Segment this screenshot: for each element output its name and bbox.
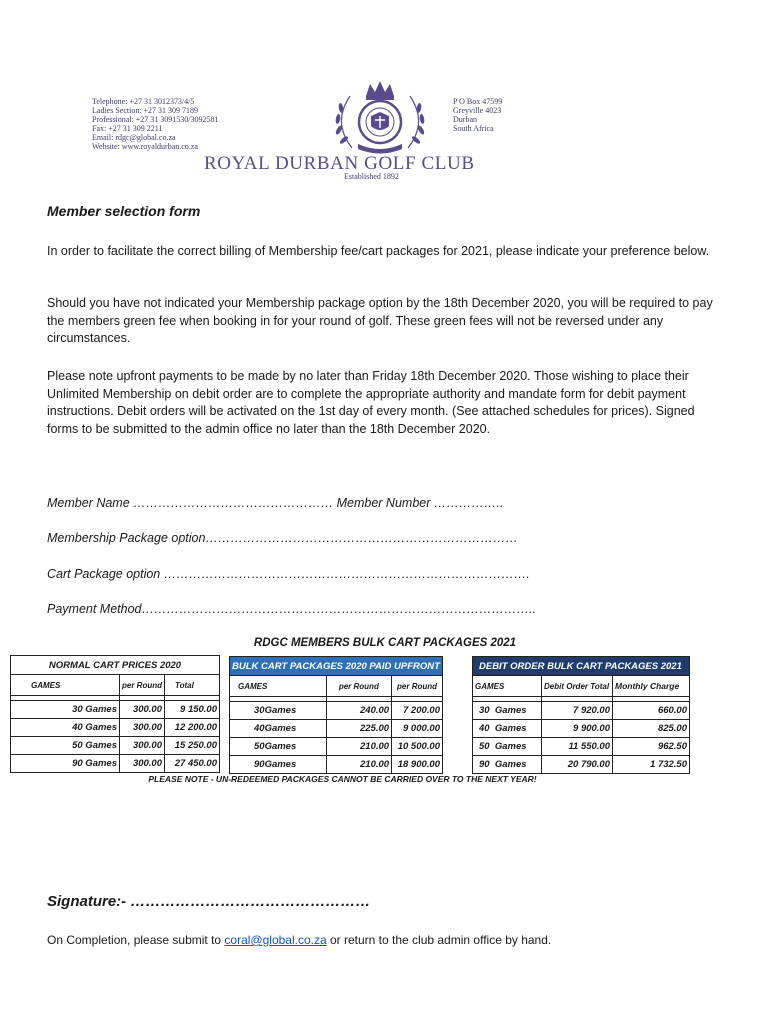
table-row: 30 Games 300.00 9 150.00 [11, 701, 220, 719]
cart-package-field[interactable]: Cart Package option ……………………………………………………………………………. [47, 567, 530, 581]
table-row: 90Games 210.00 18 900.00 [230, 756, 443, 774]
footer-text-after: or return to the club admin office by hand. [326, 933, 552, 947]
address-line: P O Box 47599 [453, 97, 503, 106]
column-header: per Round [326, 676, 391, 697]
intro-paragraph: In order to facilitate the correct billing of Membership fee/cart packages for 2021, please indicate your preference below. [47, 244, 710, 258]
payment-method-field[interactable]: Payment Method………………………………………………………………………………….. [47, 602, 536, 616]
membership-package-field[interactable]: Membership Package option………………………………………………………………… [47, 531, 518, 545]
table-row: 50 Games 300.00 15 250.00 [11, 737, 220, 755]
column-header: per Round [392, 676, 443, 697]
table-row: 30Games 240.00 7 200.00 [230, 702, 443, 720]
packages-title: RDGC MEMBERS BULK CART PACKAGES 2021 [253, 637, 517, 649]
deadline-paragraph: Should you have not indicated your Membership package option by the 18th December 2020, you will be required to pay the members green fee when booking in for your round of golf. These green fees will not be reversed under any circumstances. [47, 296, 713, 345]
debit-order-packages-table [472, 656, 690, 774]
table-row: 30 Games 7 920.00 660.00 [473, 702, 690, 720]
table-row: 40 Games 300.00 12 200.00 [11, 719, 220, 737]
table-row: 50 Games 11 550.00 962.50 [473, 738, 690, 756]
table-heading: BULK CART PACKAGES 2020 PAID UPFRONT [230, 657, 443, 676]
contact-line: Website: www.royaldurban.co.za [92, 142, 198, 151]
signature-line[interactable]: Signature:- ………………………………………… [47, 893, 371, 910]
payment-paragraph: Please note upfront payments to be made by no later than Friday 18th December 2020. Those wishing to place their Unlimited Membership on debit order are to complete the appropriate authority and mandate form for debit payment instructions. Debit orders will be activated on the 1st day of every month. (See attached schedules for prices). Signed forms to be submitted to the admin office no later than the 18th December 2020. [47, 369, 695, 436]
column-header: per Round [120, 675, 165, 696]
address-line: Durban [453, 115, 477, 124]
table-row: 90 Games 20 790.00 1 732.50 [473, 756, 690, 774]
club-crest-logo [322, 78, 438, 156]
packages-note: PLEASE NOTE - UN-REDEEMED PACKAGES CANNOT BE CARRIED OVER TO THE NEXT YEAR! [148, 774, 537, 784]
member-name-number-field[interactable]: Member Name ………………………………………… Member Number …………….. [47, 496, 504, 510]
column-header: Debit Order Total [542, 676, 613, 697]
postal-address [453, 97, 502, 133]
submission-instructions [47, 933, 551, 947]
column-header: Monthly Charge [613, 676, 690, 697]
table-heading: NORMAL CART PRICES 2020 [11, 656, 220, 675]
table-heading: DEBIT ORDER BULK CART PACKAGES 2021 [473, 657, 690, 676]
contact-line: Professional: +27 31 3091530/3092581 [92, 115, 219, 124]
table-row: 40 Games 9 900.00 825.00 [473, 720, 690, 738]
established-date: Established 1892 [344, 172, 399, 181]
contact-line: Ladies Section: +27 31 309 7189 [92, 106, 199, 115]
contact-details [92, 97, 219, 151]
address-line: Greyville 4023 [453, 106, 502, 115]
table-row: 90 Games 300.00 27 450.00 [11, 755, 220, 773]
address-line: South Africa [453, 124, 494, 133]
form-title: Member selection form [47, 203, 201, 219]
column-header: GAMES [230, 676, 327, 697]
column-header: Total [165, 675, 220, 696]
email-link[interactable]: coral@global.co.za [224, 933, 327, 947]
contact-line: Fax: +27 31 309 2211 [92, 124, 163, 133]
club-name: ROYAL DURBAN GOLF CLUB [204, 153, 475, 174]
column-header: GAMES [473, 676, 542, 697]
table-row: 50Games 210.00 10 500.00 [230, 738, 443, 756]
normal-cart-prices-table [10, 655, 220, 773]
contact-line: Email: rdgc@global.co.za [92, 133, 176, 142]
contact-line: Telephone: +27 31 3012373/4/5 [92, 97, 195, 106]
column-header: GAMES [11, 675, 120, 696]
footer-text-before: On Completion, please submit to [47, 933, 225, 947]
table-row: 40Games 225.00 9 000.00 [230, 720, 443, 738]
bulk-cart-packages-table [229, 656, 443, 774]
